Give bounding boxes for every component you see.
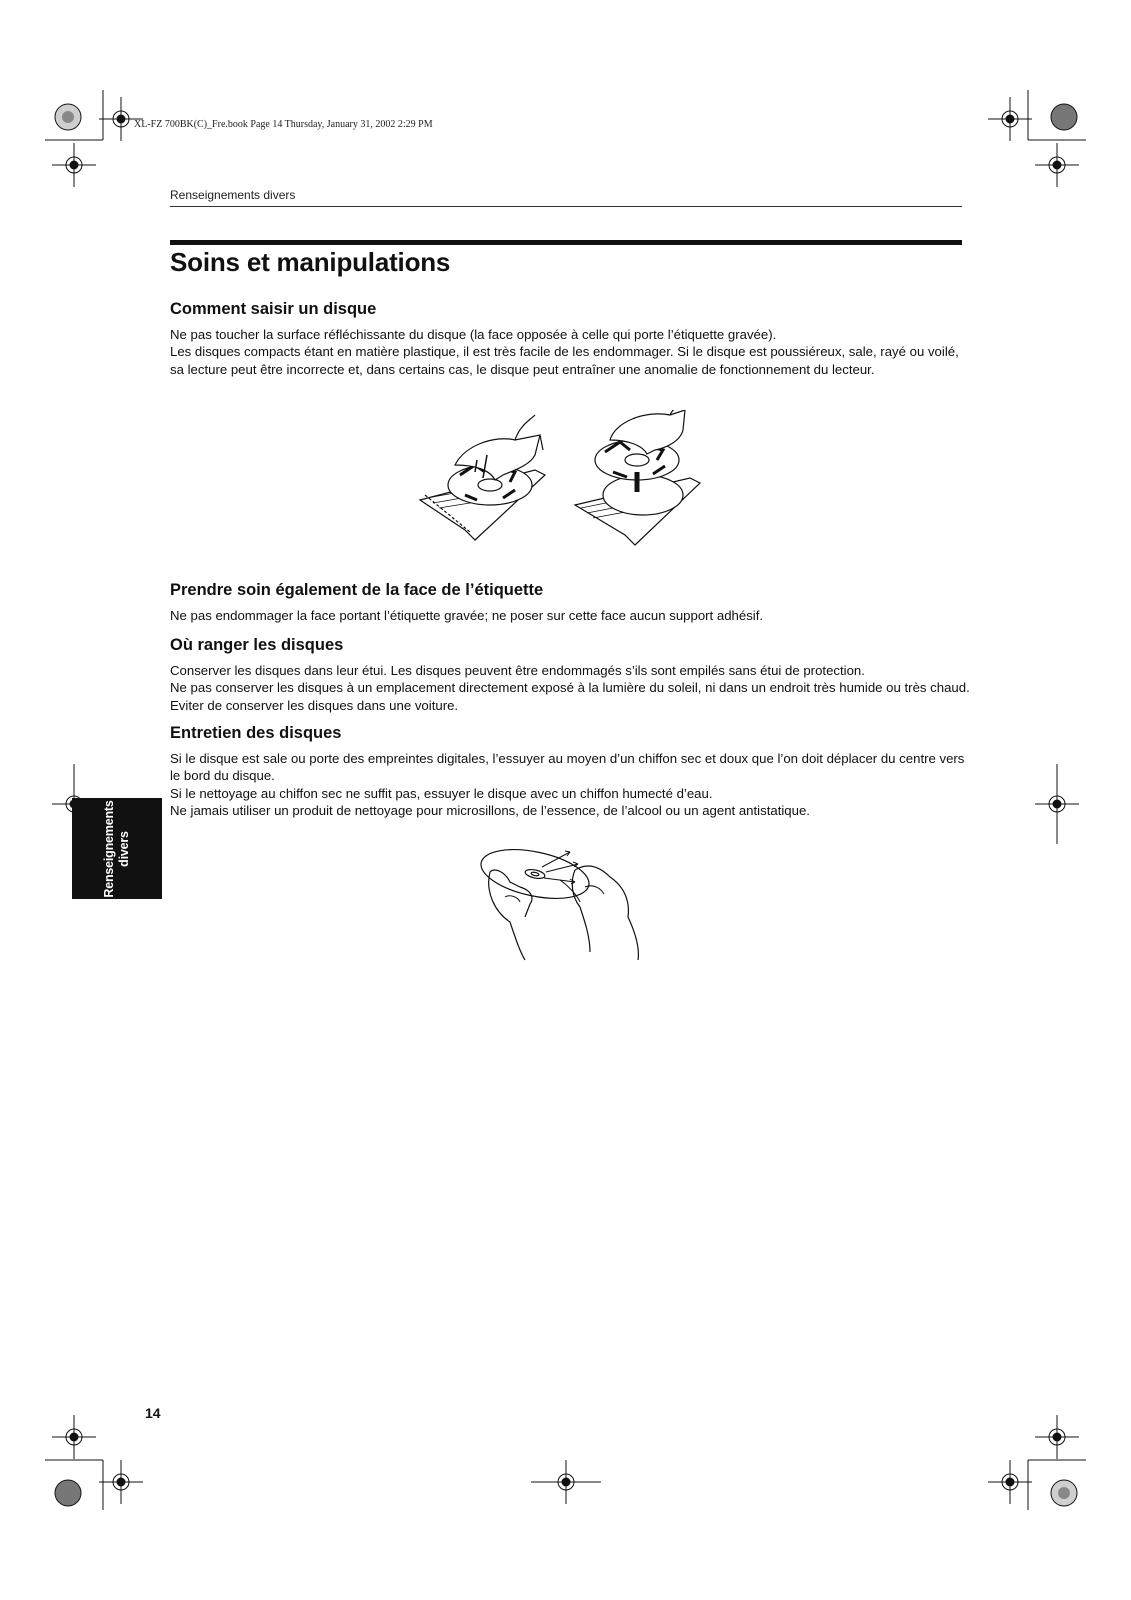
registration-target-icon: [1035, 143, 1079, 187]
section-heading: Où ranger les disques: [170, 636, 344, 654]
paragraph: Si le nettoyage au chiffon sec ne suffit pas, essuyer le disque avec un chiffon humecté d’eau.: [170, 785, 713, 801]
disc-cleaning-illustration: [480, 842, 650, 962]
title-rule: [170, 240, 962, 245]
section-body: [170, 607, 970, 624]
print-info-line: XL-FZ 700BK(C)_Fre.book Page 14 Thursday, January 31, 2002 2:29 PM: [134, 119, 433, 130]
page-number: 14: [145, 1405, 161, 1421]
section-heading: Comment saisir un disque: [170, 300, 377, 318]
section-side-tab: [72, 798, 162, 899]
registration-target-icon: [99, 1460, 143, 1504]
paragraph: Ne pas endommager la face portant l’étiquette gravée; ne poser sur cette face aucun support adhésif.: [170, 608, 764, 623]
paragraph: Ne jamais utiliser un produit de nettoyage pour microsillons, de l’essence, de l’alcool ou un agent antistatique.: [170, 802, 810, 818]
color-bar-circle-icon: [55, 104, 81, 130]
disc-handling-illustration: [415, 410, 715, 550]
side-tab-line: divers: [117, 830, 131, 867]
color-bar-circle-icon: [1051, 1480, 1077, 1506]
registration-target-icon: [531, 1460, 601, 1504]
registration-target-icon: [52, 143, 96, 187]
registration-target-icon: [1035, 1415, 1079, 1459]
paragraph: Les disques compacts étant en matière plastique, il est très facile de les endommager. Si le disque est poussiéreux, sale, rayé ou voilé, sa lecture peut être incorrecte et, dans certains cas, le disque peut entraîner une anomalie de fonctionnement du lecteur.: [170, 344, 959, 377]
registration-target-icon: [988, 1460, 1032, 1504]
registration-target-icon: [1035, 764, 1079, 844]
paragraph: Conserver les disques dans leur étui. Les disques peuvent être endommagés s’ils sont empilés sans étui de protection.: [170, 663, 865, 678]
section-heading: Prendre soin également de la face de l’étiquette: [170, 581, 544, 599]
side-tab-label: [102, 800, 132, 897]
color-bar-circle-icon: [1051, 104, 1077, 130]
registration-target-icon: [52, 1415, 96, 1459]
section-heading: Entretien des disques: [170, 724, 342, 742]
side-tab-line: Renseignements: [102, 799, 116, 898]
registration-target-icon: [988, 97, 1032, 141]
section-body: [170, 662, 970, 714]
header-rule: [170, 206, 962, 207]
paragraph: Si le disque est sale ou porte des empreintes digitales, l’essuyer au moyen d’un chiffon sec et doux que l’on doit déplacer du centre vers le bord du disque.: [170, 751, 965, 784]
section-body: [170, 326, 970, 378]
running-header: Renseignements divers: [170, 188, 296, 202]
section-body: [170, 750, 970, 819]
page-title: Soins et manipulations: [170, 247, 451, 277]
paragraph: Ne pas toucher la surface réfléchissante du disque (la face opposée à celle qui porte l’étiquette gravée).: [170, 327, 777, 342]
color-bar-circle-icon: [55, 1480, 81, 1506]
paragraph: Ne pas conserver les disques à un emplacement directement exposé à la lumière du soleil, ni dans un endroit très humide ou très chaud. Eviter de conserver les disques dans une voiture.: [170, 680, 970, 713]
